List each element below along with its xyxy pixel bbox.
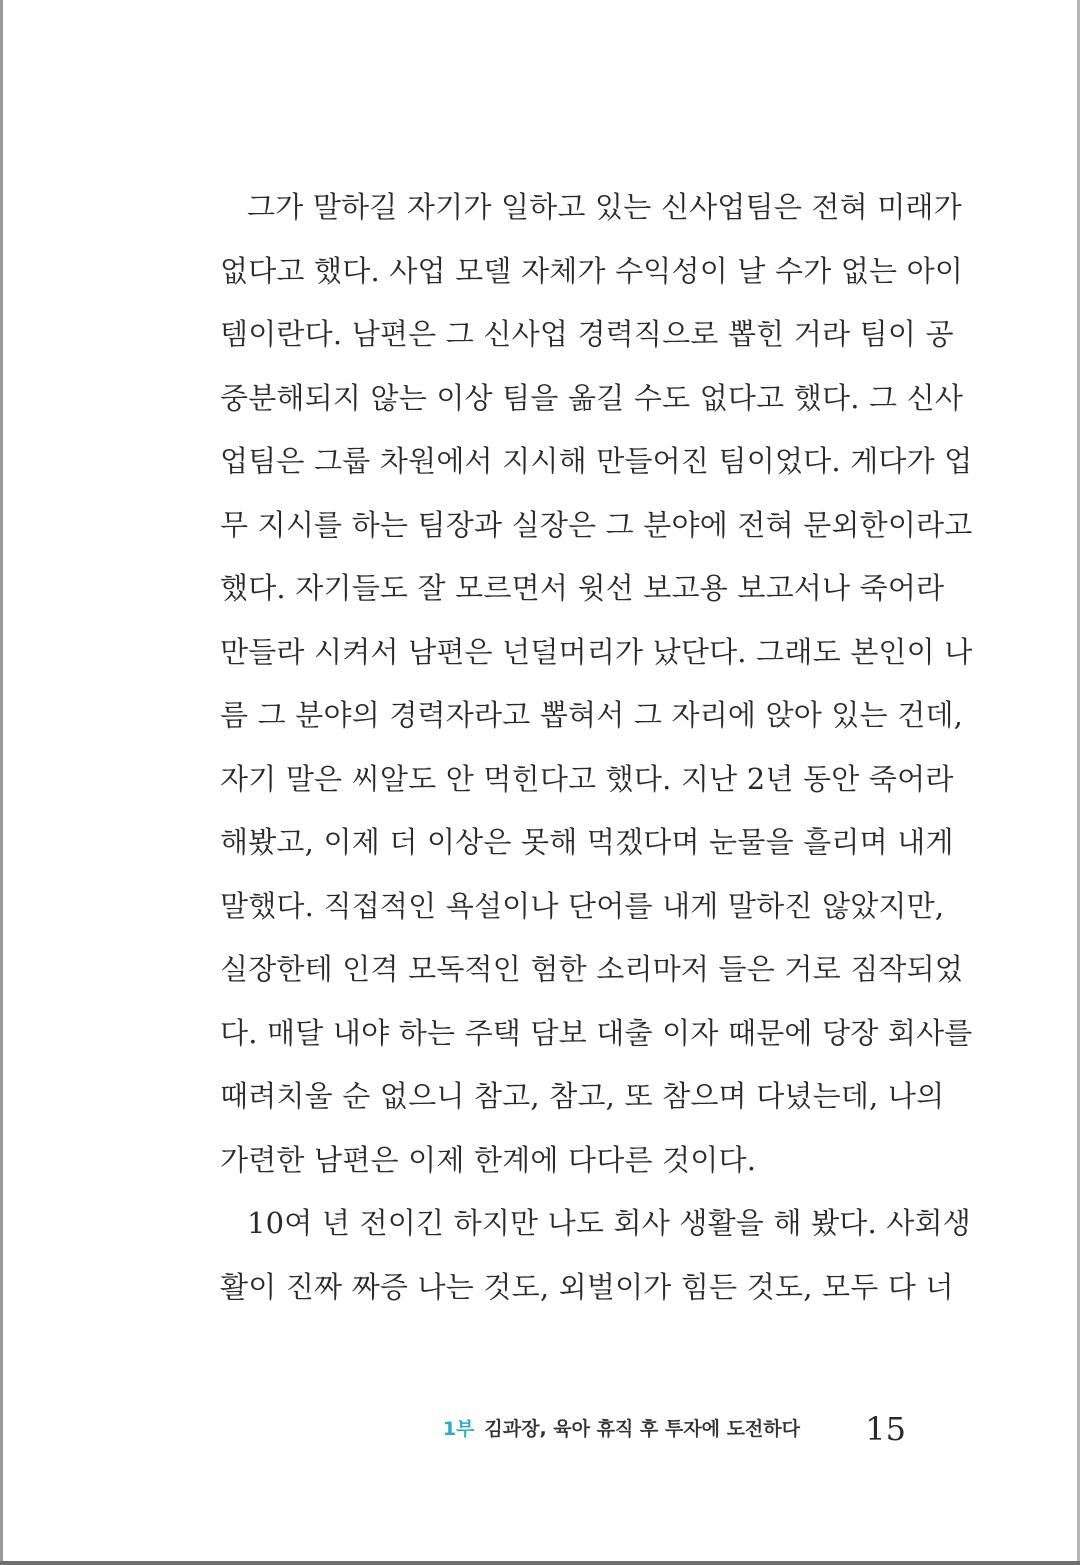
page-edge-bottom — [0, 1561, 1080, 1565]
text-line: 업팀은 그룹 차원에서 지시해 만들어진 팀이었다. 게다가 업 — [220, 444, 973, 478]
text-line: 해봤고, 이제 더 이상은 못해 먹겠다며 눈물을 흘리며 내게 — [220, 825, 954, 859]
page-edge-left — [0, 0, 3, 1565]
text-line: 때려치울 순 없으니 참고, 참고, 또 참으며 다녔는데, 나의 — [220, 1079, 945, 1113]
text-line: 없다고 했다. 사업 모델 자체가 수익성이 날 수가 없는 아이 — [220, 253, 964, 288]
text-line: 실장한테 인격 모독적인 험한 소리마저 들은 거로 짐작되었 — [220, 952, 964, 986]
text-line: 무 지시를 하는 팀장과 실장은 그 분야에 전혀 문외한이라고 — [220, 507, 973, 542]
text-line: 다. 매달 내야 하는 주택 담보 대출 이자 때문에 당장 회사를 — [220, 1015, 973, 1050]
text-line: 가련한 남편은 이제 한계에 다다른 것이다. — [220, 1142, 757, 1177]
part-label: 1부 — [442, 1418, 475, 1440]
body-text — [220, 176, 973, 1319]
text-line: 름 그 분야의 경력자라고 뽑혀서 그 자리에 앉아 있는 건데, — [220, 698, 964, 732]
page-footer — [0, 1404, 1080, 1454]
text-line: 템이란다. 남편은 그 신사업 경력직으로 뽑힌 거라 팀이 공 — [220, 317, 954, 351]
text-line: 중분해되지 않는 이상 팀을 옮길 수도 없다고 했다. 그 신사 — [220, 380, 964, 415]
running-head — [443, 1414, 800, 1441]
text-line: 활이 진짜 짜증 나는 것도, 외벌이가 힘든 것도, 모두 다 너 — [220, 1269, 954, 1304]
chapter-title: 김과장, 육아 휴직 후 투자에 도전하다 — [484, 1418, 800, 1440]
text-line: 그가 말하길 자기가 일하고 있는 신사업팀은 전혀 미래가 — [247, 190, 962, 224]
text-line: 했다. 자기들도 잘 모르면서 윗선 보고용 보고서나 죽어라 — [220, 571, 945, 605]
text-line: 만들라 시켜서 남편은 넌덜머리가 났단다. 그래도 본인이 나 — [220, 634, 973, 669]
text-line: 자기 말은 씨알도 안 먹힌다고 했다. 지난 2년 동안 죽어라 — [220, 761, 954, 796]
text-line: 10여 년 전이긴 하지만 나도 회사 생활을 해 봤다. 사회생 — [247, 1206, 971, 1240]
text-line: 말했다. 직접적인 욕설이나 단어를 내게 말하진 않았지만, — [220, 888, 945, 923]
page-number: 15 — [865, 1410, 906, 1448]
